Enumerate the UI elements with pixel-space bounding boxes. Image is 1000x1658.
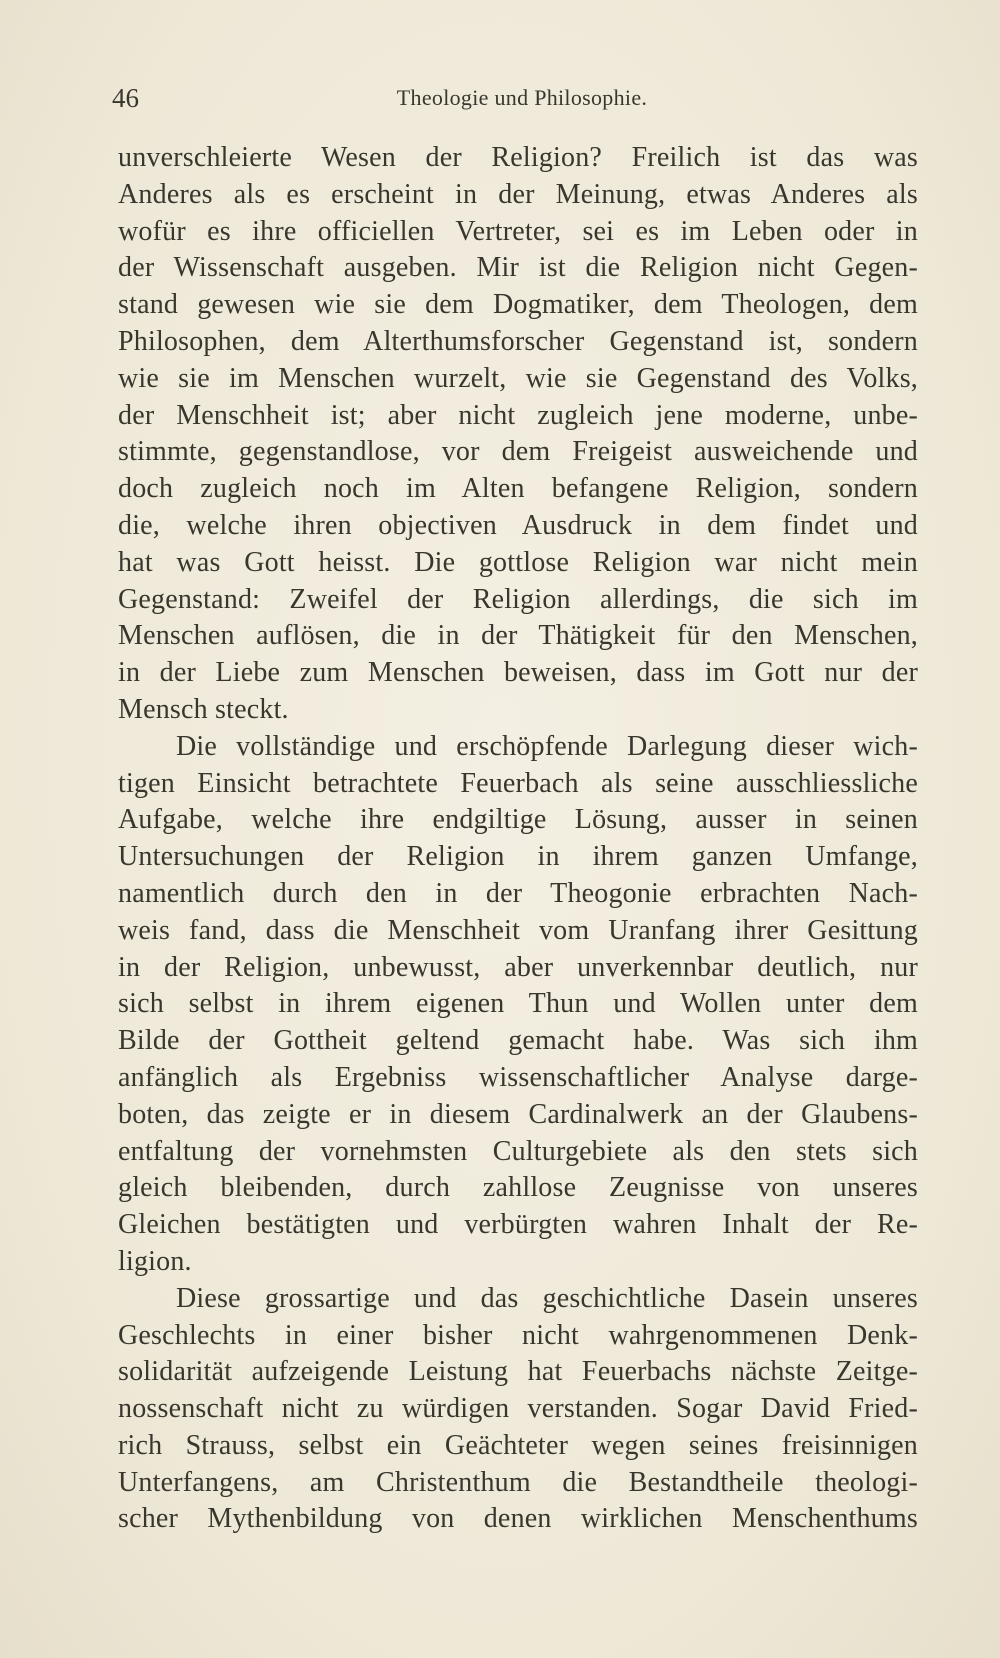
- text-line: sich selbst in ihrem eigenen Thun und Wollen unter dem: [118, 988, 918, 1020]
- text-line: nossenschaft nicht zu würdigen verstanden. Sogar David Fried-: [118, 1393, 918, 1425]
- text-line: in der Religion, unbewusst, aber unverkennbar deutlich, nur: [118, 951, 918, 983]
- text-line: boten, das zeigte er in diesem Cardinalwerk an der Glaubens-: [118, 1098, 918, 1130]
- text-line: Bilde der Gottheit geltend gemacht habe. Was sich ihm: [118, 1025, 918, 1057]
- text-line: hat was Gott heisst. Die gottlose Religion war nicht mein: [118, 546, 918, 578]
- text-line: weis fand, dass die Menschheit vom Uranfang ihrer Gesittung: [118, 914, 918, 946]
- text-line: der Menschheit ist; aber nicht zugleich jene moderne, unbe-: [118, 399, 918, 431]
- text-line: scher Mythenbildung von denen wirklichen Menschenthums: [118, 1503, 918, 1535]
- text-line: unverschleierte Wesen der Religion? Freilich ist das was: [118, 142, 918, 173]
- text-line: namentlich durch den in der Theogonie erbrachten Nach-: [118, 877, 918, 909]
- text-line: Unterfangens, am Christenthum die Bestandtheile theologi-: [118, 1466, 918, 1498]
- text-line: Gegenstand: Zweifel der Religion allerdings, die sich im: [118, 583, 918, 615]
- text-line: wofür es ihre officiellen Vertreter, sei es im Leben oder in: [118, 215, 918, 247]
- text-line: Menschen auflösen, die in der Thätigkeit für den Menschen,: [118, 620, 918, 652]
- text-line: gleich bleibenden, durch zahllose Zeugnisse von unseres: [118, 1172, 918, 1204]
- text-line: anfänglich als Ergebniss wissenschaftlicher Analyse darge-: [118, 1061, 918, 1093]
- text-line: Die vollständige und erschöpfende Darlegung dieser wich-: [176, 730, 918, 762]
- page-header: [112, 80, 932, 116]
- text-line: rich Strauss, selbst ein Geächteter wegen seines freisinnigen: [118, 1429, 918, 1461]
- body-text: [118, 140, 918, 1538]
- text-line: entfaltung der vornehmsten Culturgebiete als den stets sich: [118, 1135, 918, 1167]
- text-line: solidarität aufzeigende Leistung hat Feuerbachs nächste Zeitge-: [118, 1356, 918, 1388]
- text-line: Anderes als es erscheint in der Meinung, etwas Anderes als: [118, 178, 918, 210]
- text-line: in der Liebe zum Menschen beweisen, dass im Gott nur der: [118, 657, 918, 689]
- text-line: die, welche ihren objectiven Ausdruck in dem findet und: [118, 509, 918, 541]
- page-number: 46: [112, 83, 139, 113]
- text-line: Philosophen, dem Alterthumsforscher Gegenstand ist, sondern: [118, 325, 918, 357]
- text-line: tigen Einsicht betrachtete Feuerbach als seine ausschliessliche: [118, 767, 918, 799]
- text-line: stimmte, gegenstandlose, vor dem Freigeist ausweichende und: [118, 436, 918, 468]
- text-line: Geschlechts in einer bisher nicht wahrgenommenen Denk-: [118, 1319, 918, 1351]
- text-line: der Wissenschaft ausgeben. Mir ist die Religion nicht Gegen-: [118, 252, 918, 284]
- text-line: Mensch steckt.: [118, 693, 289, 725]
- text-line: Untersuchungen der Religion in ihrem ganzen Umfange,: [118, 841, 918, 873]
- text-line: doch zugleich noch im Alten befangene Religion, sondern: [118, 473, 918, 505]
- text-line: wie sie im Menschen wurzelt, wie sie Gegenstand des Volks,: [118, 362, 918, 394]
- text-line: Aufgabe, welche ihre endgiltige Lösung, ausser in seinen: [118, 804, 918, 836]
- running-head: Theologie und Philosophie.: [396, 85, 648, 110]
- text-line: Gleichen bestätigten und verbürgten wahren Inhalt der Re-: [118, 1209, 918, 1241]
- text-line: stand gewesen wie sie dem Dogmatiker, dem Theologen, dem: [118, 289, 918, 321]
- text-line: Diese grossartige und das geschichtliche Dasein unseres: [176, 1282, 918, 1314]
- text-line: ligion.: [118, 1245, 192, 1277]
